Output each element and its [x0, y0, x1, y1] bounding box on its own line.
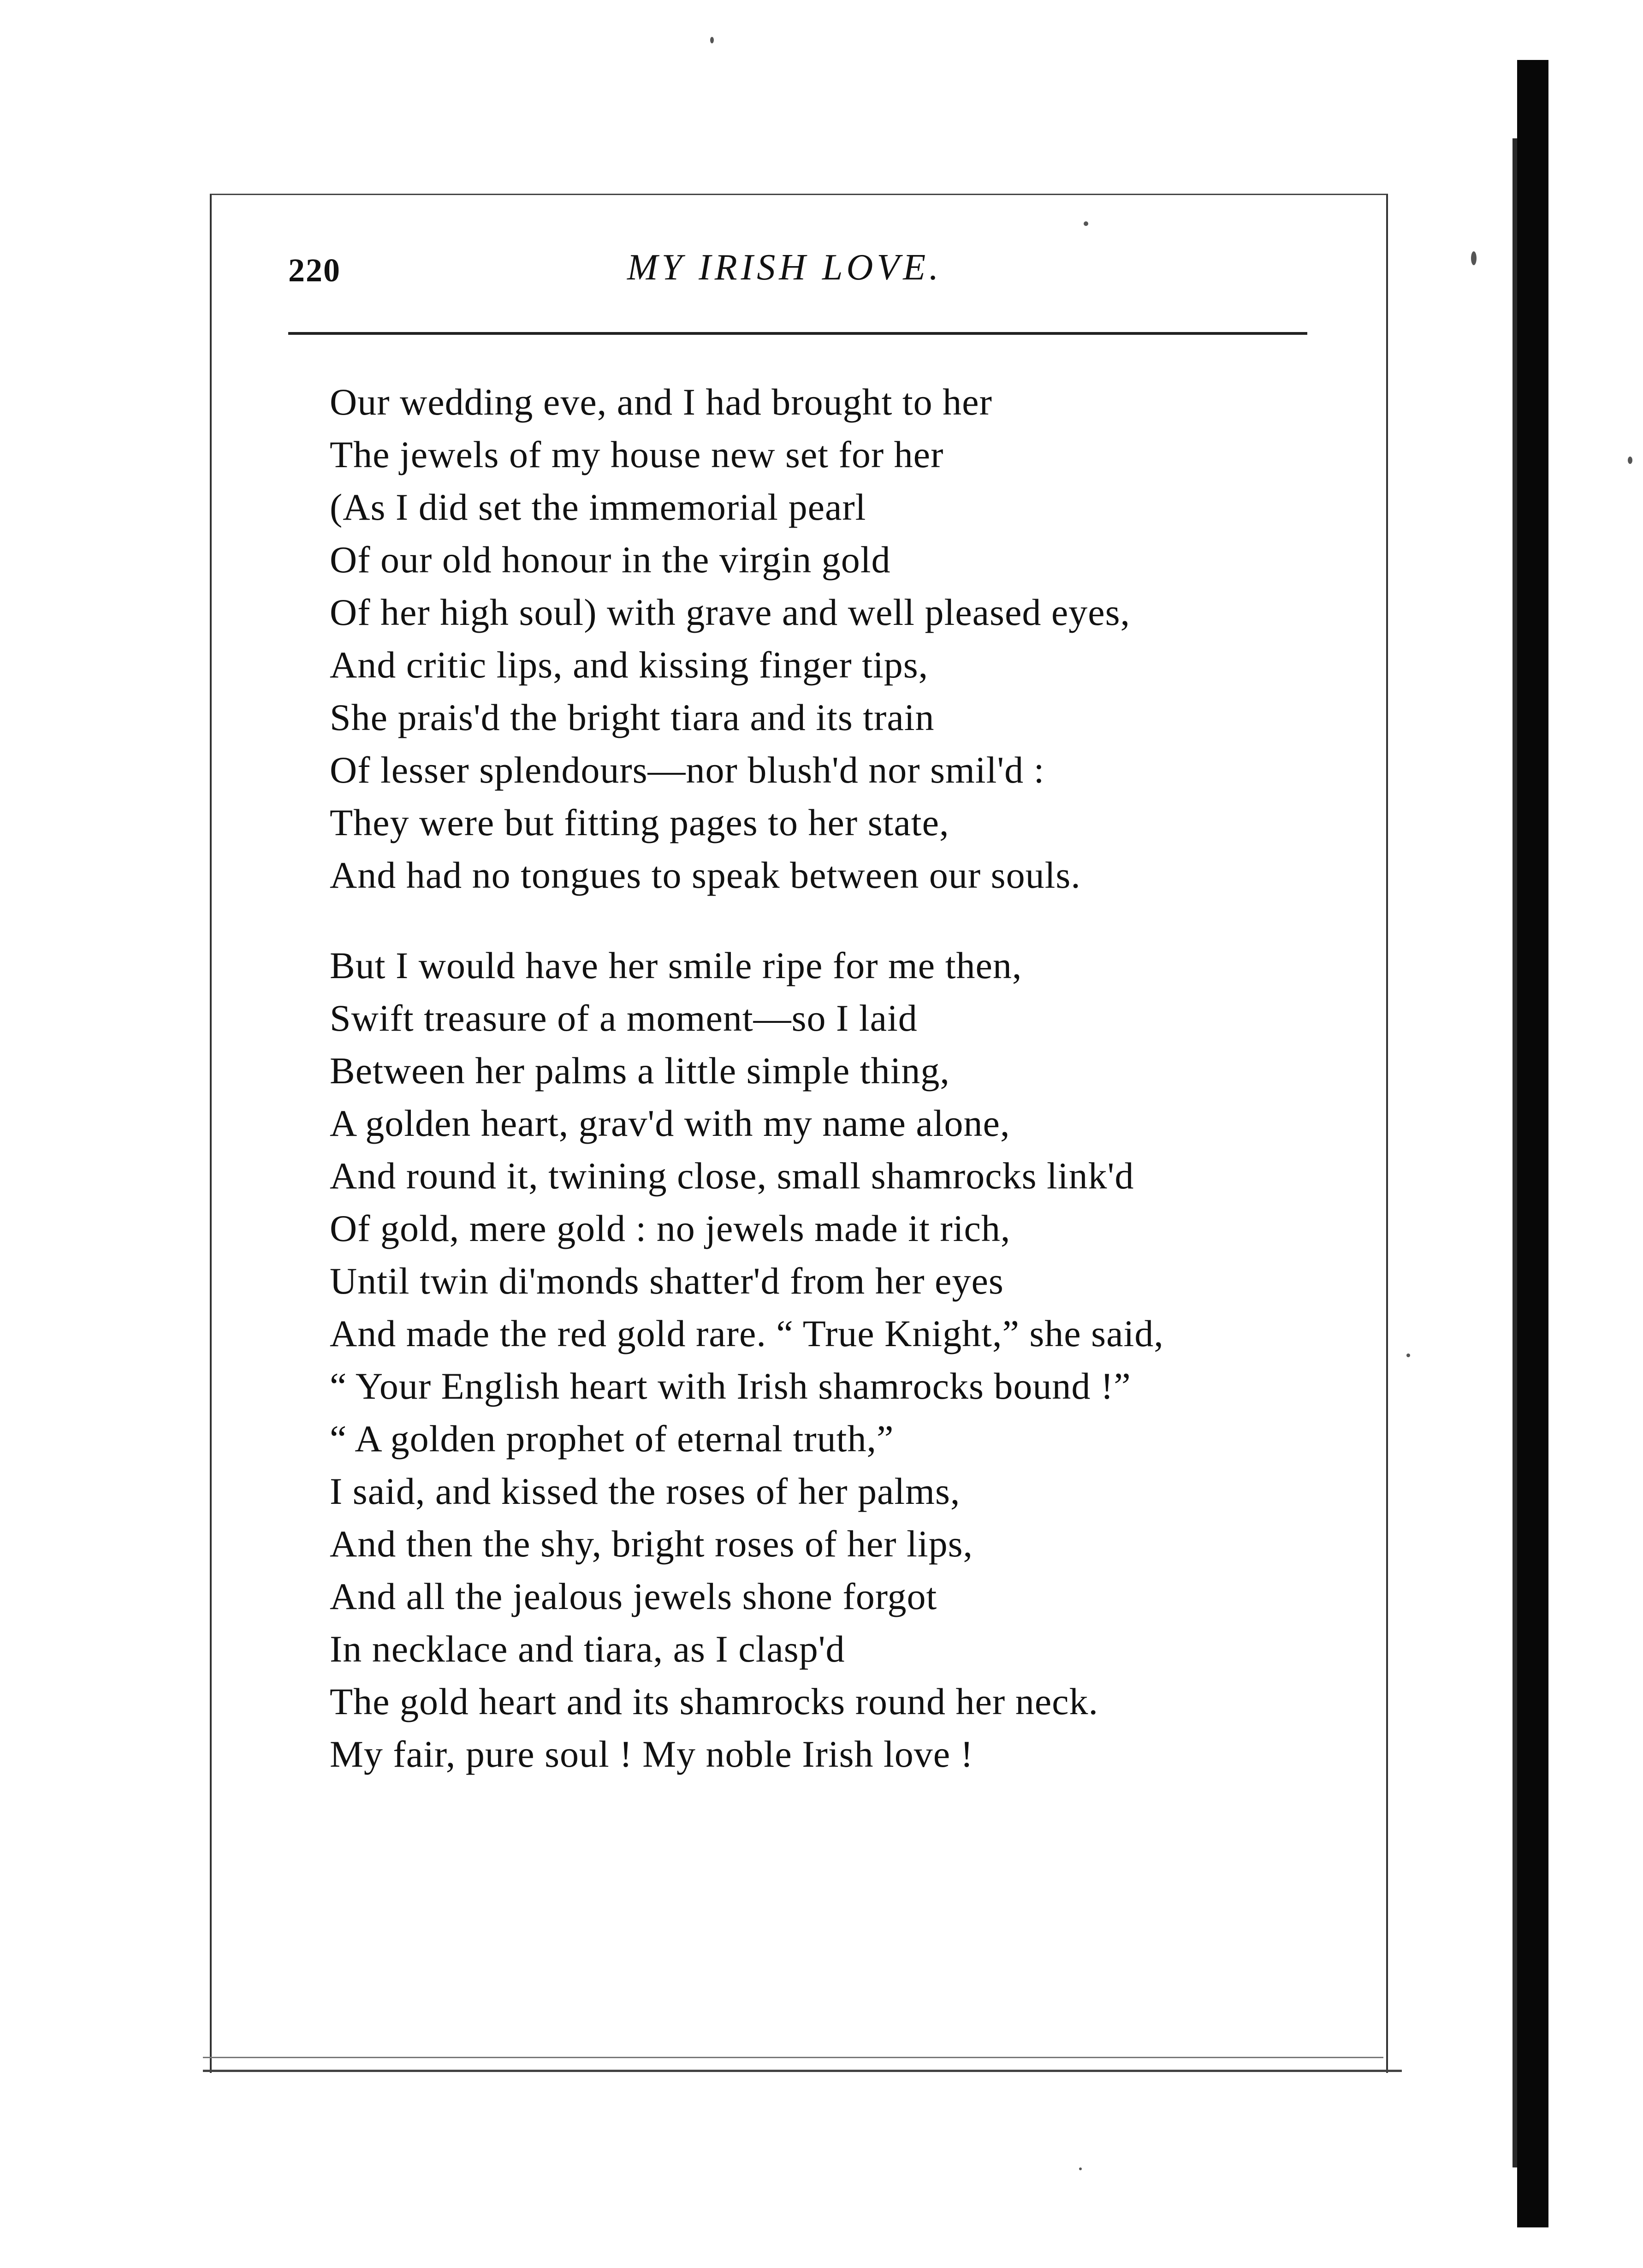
poem-line: But I would have her smile ripe for me then,	[330, 944, 1022, 986]
binding-gutter-bar	[1517, 60, 1548, 2227]
poem-line: Between her palms a little simple thing,	[330, 1050, 950, 1092]
poem-line: My fair, pure soul ! My noble Irish love !	[330, 1733, 974, 1775]
poem-line: The gold heart and its shamrocks round her neck.	[330, 1680, 1099, 1722]
poem-line: She prais'd the bright tiara and its train	[330, 696, 935, 738]
header-rule	[288, 332, 1307, 335]
poem-line: And round it, twining close, small shamrocks link'd	[330, 1155, 1134, 1197]
poem-line: Our wedding eve, and I had brought to her	[330, 381, 992, 423]
running-title: MY IRISH LOVE.	[627, 247, 943, 288]
poem-line: And had no tongues to speak between our souls.	[330, 854, 1081, 896]
poem-line: The jewels of my house new set for her	[330, 433, 944, 475]
frame-bottom-rule	[203, 2070, 1402, 2072]
poem-line: Of her high soul) with grave and well pleased eyes,	[330, 591, 1131, 633]
poem-body	[330, 376, 1367, 1781]
stanza-1	[330, 376, 1367, 902]
scan-speck	[710, 37, 714, 43]
poem-line: Of gold, mere gold : no jewels made it rich,	[330, 1207, 1011, 1249]
poem-line: (As I did set the immemorial pearl	[330, 486, 866, 528]
poem-line: “ A golden prophet of eternal truth,”	[330, 1418, 894, 1460]
poem-line: Of lesser splendours—nor blush'd nor smil'd :	[330, 749, 1045, 791]
page-number: 220	[288, 252, 341, 289]
poem-line: And made the red gold rare. “ True Knight,” she said,	[330, 1312, 1164, 1354]
poem-line: Swift treasure of a moment—so I laid	[330, 997, 918, 1039]
poem-line: A golden heart, grav'd with my name alone,	[330, 1102, 1010, 1144]
scan-speck	[1406, 1354, 1410, 1357]
scan-speck	[1471, 251, 1477, 265]
frame-bottom-inner-rule	[203, 2057, 1383, 2058]
poem-line: Of our old honour in the virgin gold	[330, 539, 891, 581]
poem-line: In necklace and tiara, as I clasp'd	[330, 1628, 845, 1670]
scan-speck	[1079, 2167, 1082, 2170]
poem-line: They were but fitting pages to her state,	[330, 802, 949, 843]
poem-line: “ Your English heart with Irish shamrocks bound !”	[330, 1365, 1131, 1407]
scan-speck	[1628, 457, 1632, 464]
stanza-2	[330, 939, 1367, 1781]
poem-line: And then the shy, bright roses of her lips,	[330, 1523, 973, 1565]
poem-line: I said, and kissed the roses of her palms,	[330, 1470, 961, 1512]
poem-line: And all the jealous jewels shone forgot	[330, 1575, 937, 1617]
poem-line: Until twin di'monds shatter'd from her eyes	[330, 1260, 1004, 1302]
poem-line: And critic lips, and kissing finger tips,	[330, 644, 929, 686]
